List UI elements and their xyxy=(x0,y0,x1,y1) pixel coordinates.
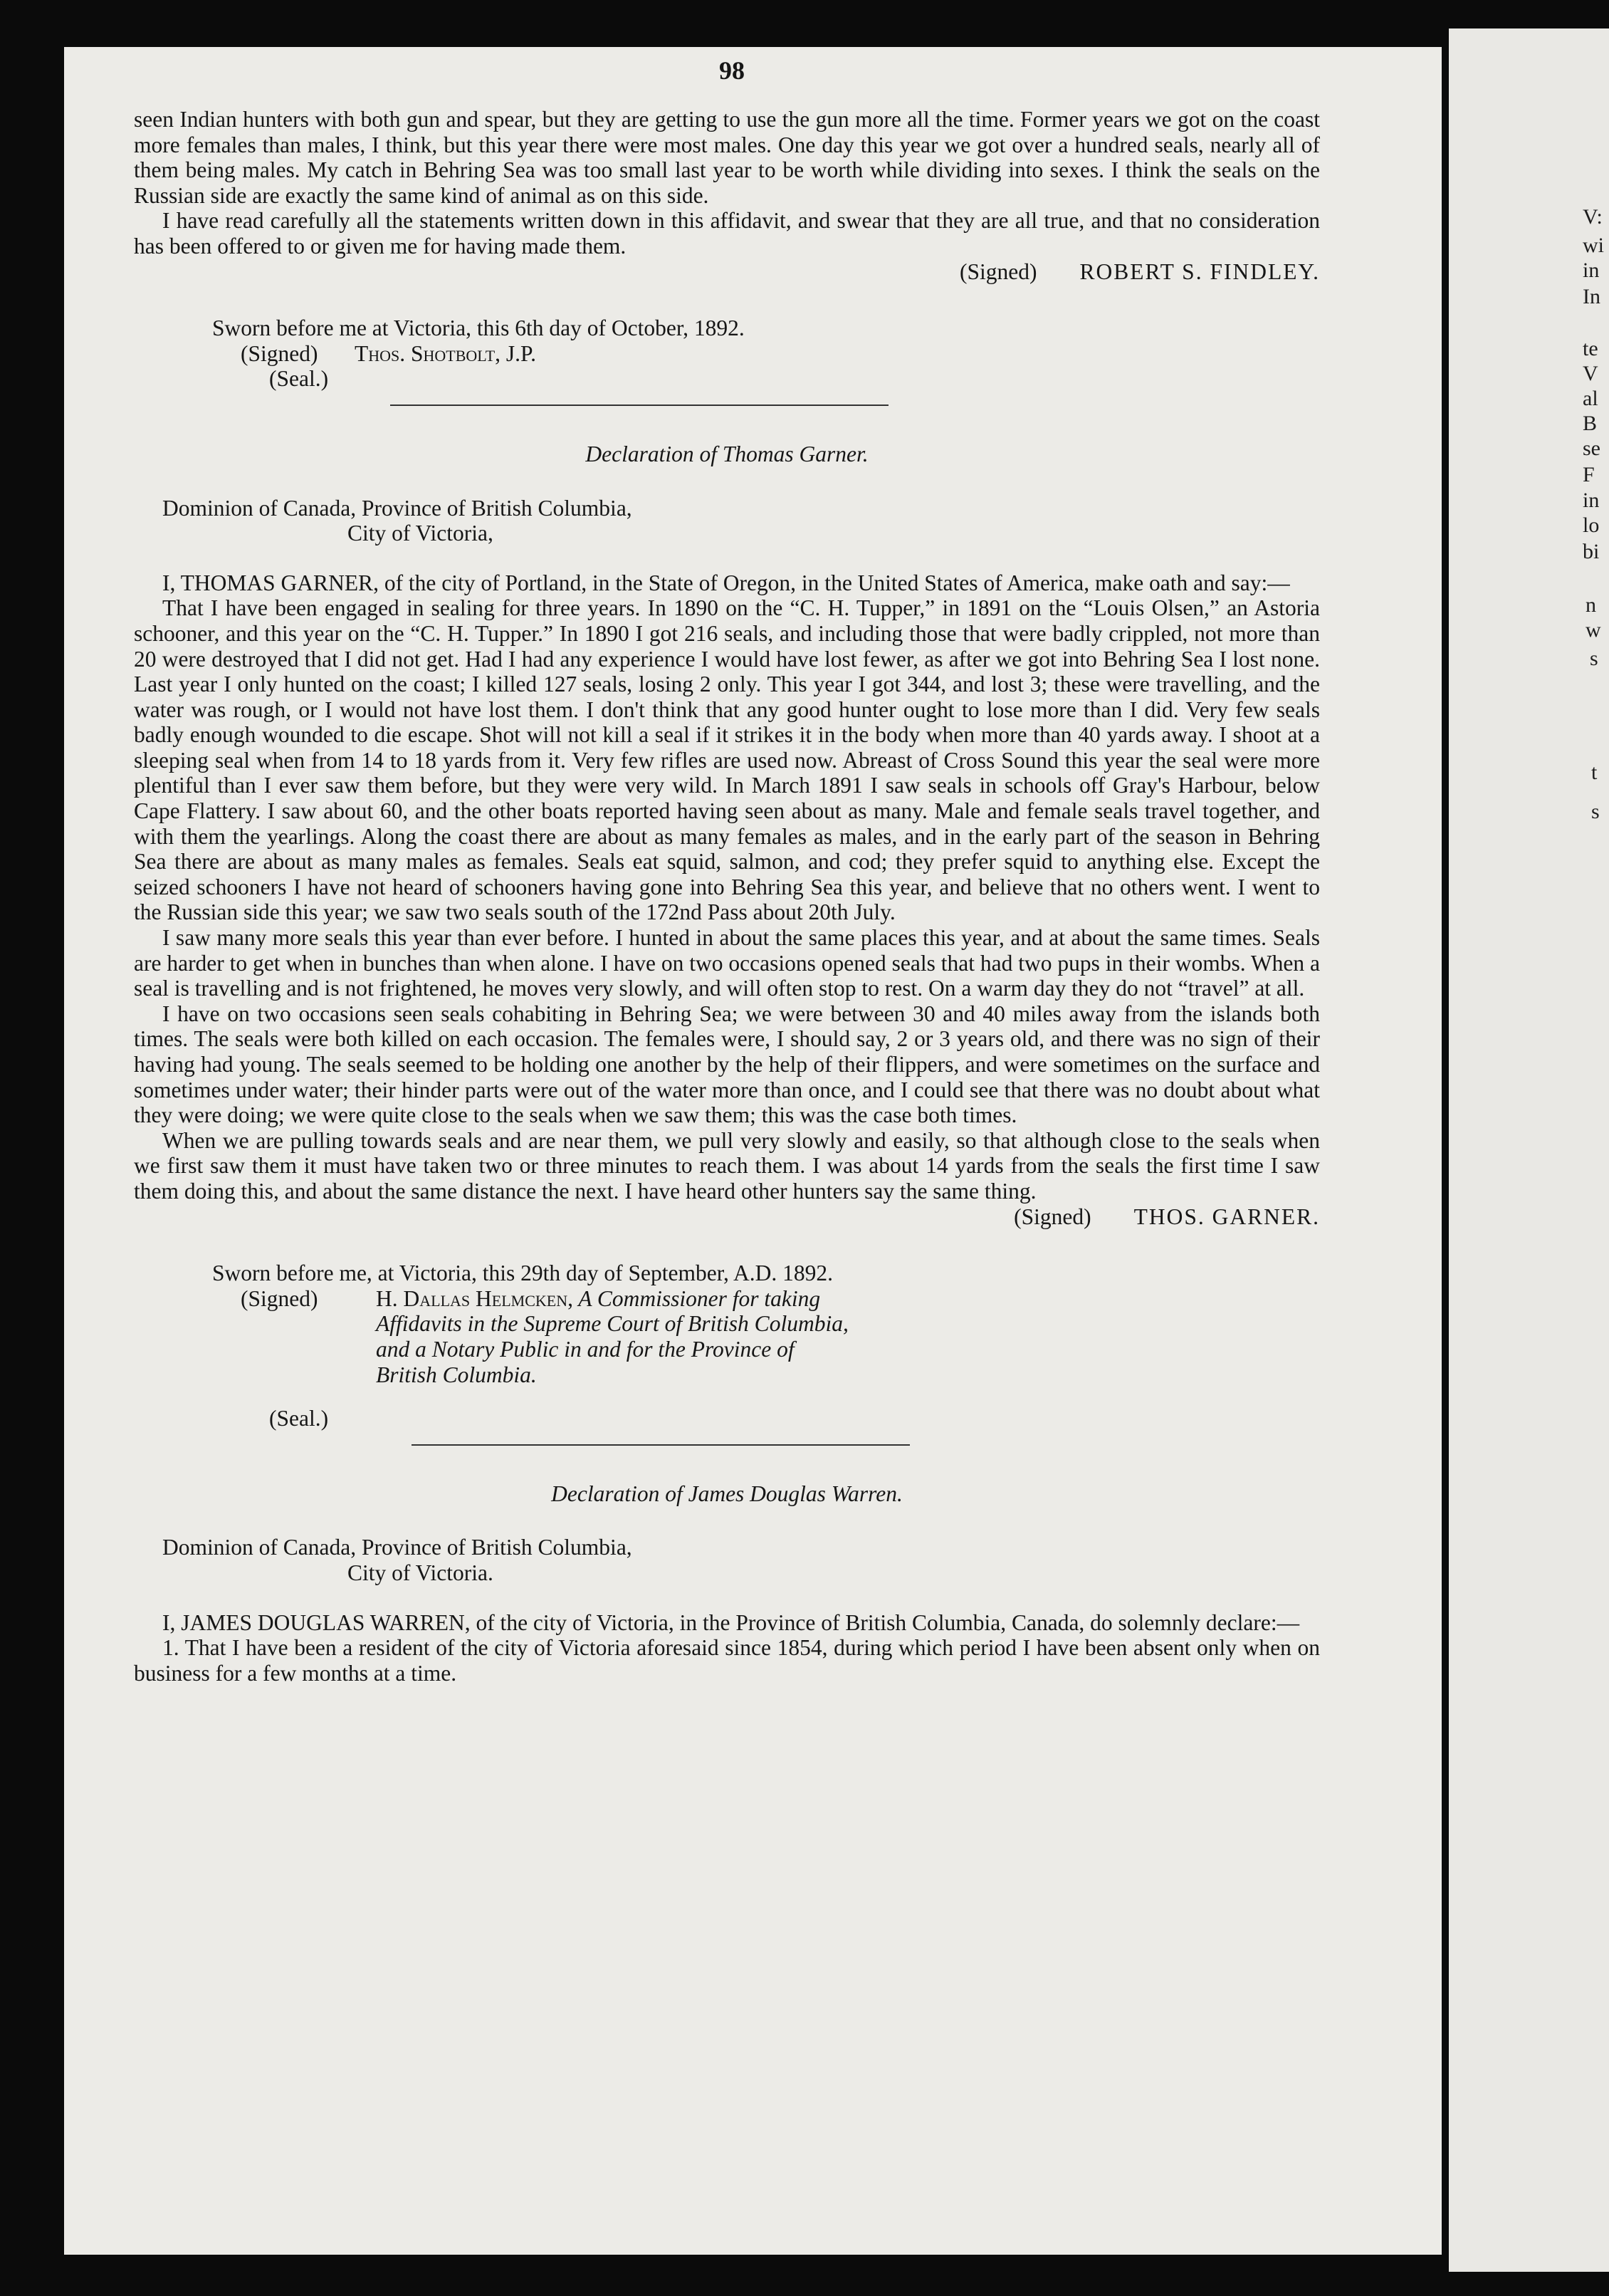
fragment: se xyxy=(1583,437,1600,460)
warren-dominion-line: Dominion of Canada, Province of British Columbia, xyxy=(162,1535,632,1560)
signer-name: ROBERT S. FINDLEY. xyxy=(1079,259,1320,284)
warren-heading: Declaration of James Douglas Warren. xyxy=(551,1481,903,1506)
section-divider xyxy=(390,405,889,406)
fragment: wi xyxy=(1583,234,1604,257)
fragment: s xyxy=(1591,800,1600,823)
document-body xyxy=(134,107,1320,1686)
findley-signature xyxy=(134,259,1320,285)
justice-name: Thos. Shotbolt, J.P. xyxy=(355,340,536,366)
findley-jurat xyxy=(241,341,1320,367)
garner-intro: I, THOMAS GARNER, of the city of Portland, in the State of Oregon, in the United States of America, make oath and say:— xyxy=(162,570,1290,595)
fragment: F xyxy=(1583,463,1595,486)
garner-dominion-line: Dominion of Canada, Province of British Columbia, xyxy=(162,495,632,521)
commissioner-block xyxy=(376,1286,860,1387)
fragment: n xyxy=(1586,593,1596,617)
warren-city-line: City of Victoria. xyxy=(347,1560,493,1585)
garner-paragraph-1: That I have been engaged in sealing for three years. In 1890 on the “C. H. Tupper,” in 1891 on the “Louis Olsen,” an Astoria schooner, and this year on the “C. H. Tupper.” In 1890 I got 216 seals, and including those that were badly crippled, not more than 20 were destroyed that I did not get. Had I had any experience I would have lost fewer, as after we got into Behring Sea I lost none. Last year I only hunted on the coast; I killed 127 seals, losing 2 only. This year I got 344, and lost 3; these were travelling, and the water was rough, or I would not have lost them. I don't think that any good hunter ought to lose more than I did. Very few seals badly enough wounded to die escape. Shot will not kill a seal if it strikes it in the body when more than 40 yards away. I shoot at a sleeping seal when from 14 to 18 yards from it. Very few rifles are used now. Abreast of Cross Sound this year the seal were more plentiful than I ever saw them before, but they were very wild. In March 1891 I saw seals in schools off Gray's Harbour, below Cape Flattery. I saw about 60, and the other boats reported having seen about as many. Male and female seals travel together, and with them the yearlings. Along the coast there are about as many females as males, and in the early part of the season in Behring Sea there are about as many males as females. Seals eat squid, salmon, and cod; they prefer squid to anything else. Except the seized schooners I have not heard of schooners having gone into Behring Sea this year, and believe that no others went. I went to the Russian side this year; we saw two seals south of the 172nd Pass about 20th July. xyxy=(134,595,1320,925)
section-divider xyxy=(412,1444,910,1446)
garner-jurat xyxy=(241,1286,1320,1387)
signed-label: (Signed) xyxy=(241,340,318,366)
page-number: 98 xyxy=(719,56,745,85)
fragment: V xyxy=(1583,362,1598,385)
fragment: in xyxy=(1583,259,1600,282)
garner-paragraph-4: When we are pulling towards seals and are near them, we pull very slowly and easily, so that although close to the seals when we first saw them it must have taken two or three minutes to reach them. I was about 14 yards from the seals the first time I saw them doing this, and about the same distance the next. I have heard other hunters say the same thing. xyxy=(134,1127,1320,1204)
findley-paragraph-2: I have read carefully all the statements written down in this affidavit, and swear that they are all true, and that no consideration has been offered to or given me for having made them. xyxy=(134,208,1320,259)
warren-paragraph-1: 1. That I have been a resident of the city of Victoria aforesaid since 1854, during which period I have been absent only when on business for a few months at a time. xyxy=(134,1635,1320,1686)
garner-city-line: City of Victoria, xyxy=(347,521,493,546)
signed-label: (Signed) xyxy=(960,259,1037,284)
fragment: al xyxy=(1583,387,1598,410)
findley-paragraph-1: seen Indian hunters with both gun and spear, but they are getting to use the gun more all the time. Former years we got on the coast more females than males, I think, but this year there were most males. One day this year we got over a hundred seals, nearly all of them being males. My catch in Behring Sea was too small last year to be worth while dividing into sexes. I think the seals on the Russian side are exactly the same kind of animal as on this side. xyxy=(134,107,1320,208)
garner-paragraph-2: I saw many more seals this year than ever before. I hunted in about the same places this year, and at about the same times. Seals are harder to get when in bunches than when alone. I have on two occasions opened seals that had two pups in their wombs. When a seal is travelling and is not frightened, he moves very slowly, and will often stop to rest. On a warm day they do not “travel” at all. xyxy=(134,925,1320,1001)
seal-mark: (Seal.) xyxy=(269,1406,329,1431)
fragment: in xyxy=(1583,489,1600,512)
adjacent-page-strip xyxy=(1449,28,1609,2272)
fragment: In xyxy=(1583,285,1600,308)
commissioner-name: H. Dallas Helmcken, xyxy=(376,1285,573,1311)
fragment: bi xyxy=(1583,540,1600,563)
garner-signature xyxy=(134,1204,1320,1230)
fragment: B xyxy=(1583,412,1598,435)
fragment: lo xyxy=(1583,513,1600,537)
fragment: V: xyxy=(1583,205,1603,229)
signer-name: THOS. GARNER. xyxy=(1133,1204,1320,1229)
fragment: te xyxy=(1583,337,1598,360)
fragment: t xyxy=(1591,761,1598,784)
signed-label: (Signed) xyxy=(241,1285,318,1311)
garner-sworn-line: Sworn before me, at Victoria, this 29th day of September, A.D. 1892. xyxy=(212,1261,833,1286)
seal-mark: (Seal.) xyxy=(269,366,329,392)
garner-heading: Declaration of Thomas Garner. xyxy=(585,441,869,466)
fragment: w xyxy=(1586,618,1601,642)
signed-label: (Signed) xyxy=(1014,1204,1091,1229)
fragment: s xyxy=(1590,647,1598,670)
warren-intro: I, JAMES DOUGLAS WARREN, of the city of Victoria, in the Province of British Columbia, Canada, do solemnly declare:— xyxy=(162,1609,1300,1635)
commissioner-title: A Commissioner for taking Affidavits in the Supreme Court of British Columbia, and a Notary Public in and for the Province of British Columbia. xyxy=(376,1285,849,1387)
findley-sworn-line: Sworn before me at Victoria, this 6th day of October, 1892. xyxy=(212,315,745,341)
garner-paragraph-3: I have on two occasions seen seals cohabiting in Behring Sea; we were between 30 and 40 miles away from the islands both times. The seals were both killed on each occasion. The females were, I should say, 2 or 3 years old, and there was no sign of their having had young. The seals seemed to be holding one another by the help of their flippers, and were sometimes on the surface and sometimes under water; their hinder parts were out of the water more than once, and I could see that there was no doubt about what they were doing; we were quite close to the seals when we saw them; this was the case both times. xyxy=(134,1001,1320,1128)
